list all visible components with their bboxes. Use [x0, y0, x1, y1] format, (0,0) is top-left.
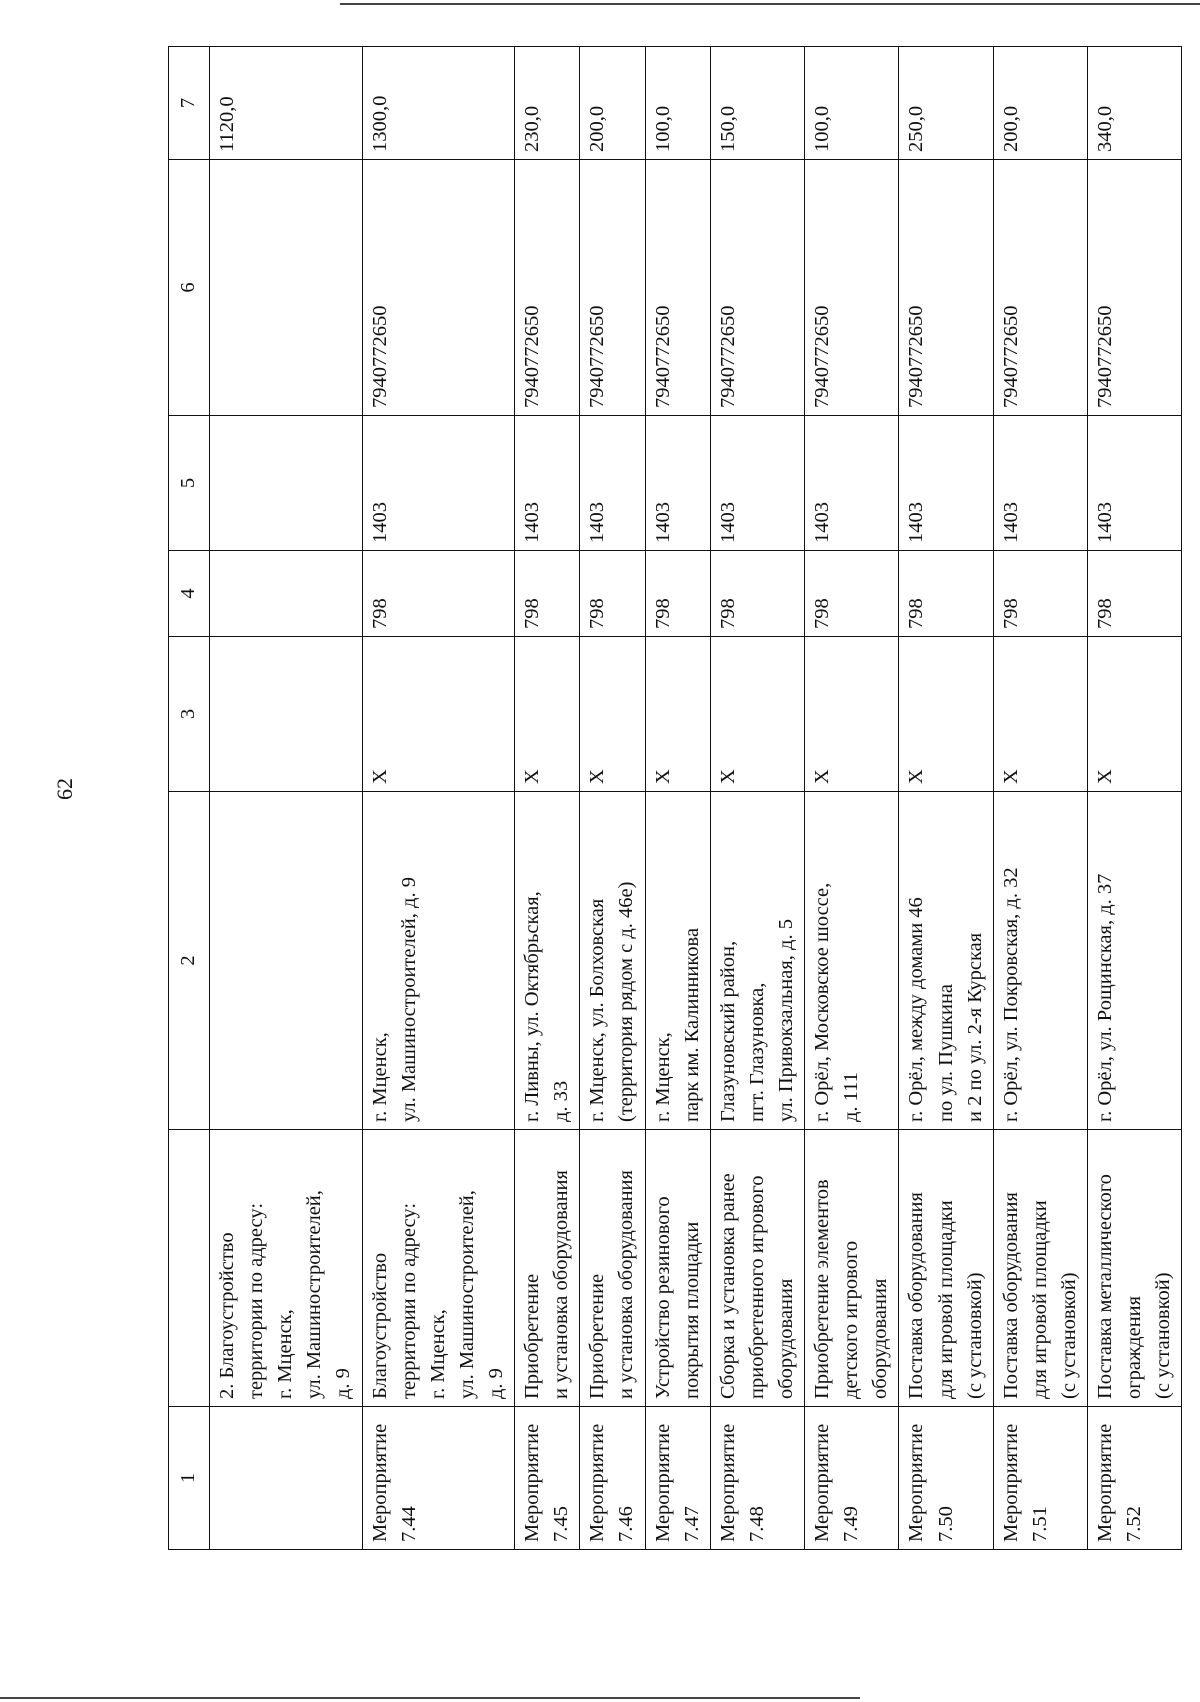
x-mark-cell: Х: [580, 637, 645, 792]
code-6-cell: [210, 160, 363, 416]
code-4-cell: 798: [1088, 551, 1182, 637]
x-mark-cell: Х: [899, 637, 993, 792]
header-col-2: 2: [169, 792, 210, 1130]
table-row: [899, 47, 993, 1550]
code-6-cell: 7940772650: [899, 160, 993, 416]
code-6-cell: 7940772650: [1088, 160, 1182, 416]
table-row: [580, 47, 645, 1550]
code-6-cell: 7940772650: [710, 160, 804, 416]
header-col-7: 7: [169, 47, 210, 160]
address-cell: г. Ливны, ул. Октябрьская, д. 33: [515, 792, 580, 1130]
x-mark-cell: Х: [362, 637, 515, 792]
page-number: 62: [52, 778, 77, 800]
amount-cell: 250,0: [899, 47, 993, 160]
address-cell: г. Мценск, ул. Болховская (территория рядом с д. 46е): [580, 792, 645, 1130]
event-id-cell: Мероприятие 7.45: [515, 1407, 580, 1550]
event-description-cell: Приобретение и установка оборудования: [515, 1130, 580, 1407]
code-4-cell: 798: [993, 551, 1087, 637]
header-col-5: 5: [169, 416, 210, 551]
code-6-cell: 7940772650: [515, 160, 580, 416]
code-6-cell: 7940772650: [805, 160, 899, 416]
address-cell: г. Мценск, парк им. Калинникова: [645, 792, 710, 1130]
table-row: [515, 47, 580, 1550]
code-5-cell: 1403: [580, 416, 645, 551]
x-mark-cell: Х: [993, 637, 1087, 792]
code-6-cell: 7940772650: [993, 160, 1087, 416]
event-id-cell: Мероприятие 7.51: [993, 1407, 1087, 1550]
amount-cell: 100,0: [645, 47, 710, 160]
event-description-cell: Приобретение и установка оборудования: [580, 1130, 645, 1407]
code-4-cell: 798: [805, 551, 899, 637]
code-5-cell: 1403: [1088, 416, 1182, 551]
code-6-cell: 7940772650: [362, 160, 515, 416]
event-description-cell: Сборка и установка ранее приобретенного игрового оборудования: [710, 1130, 804, 1407]
address-cell: г. Орёл, ул. Покровская, д. 32: [993, 792, 1087, 1130]
table-row: [710, 47, 804, 1550]
code-4-cell: 798: [899, 551, 993, 637]
amount-cell: 200,0: [580, 47, 645, 160]
table-row: [805, 47, 899, 1550]
amount-cell: 1120,0: [210, 47, 363, 160]
code-5-cell: 1403: [710, 416, 804, 551]
table-row: [645, 47, 710, 1550]
x-mark-cell: Х: [645, 637, 710, 792]
event-id-cell: Мероприятие 7.46: [580, 1407, 645, 1550]
code-6-cell: 7940772650: [580, 160, 645, 416]
x-mark-cell: [210, 637, 363, 792]
code-6-cell: 7940772650: [645, 160, 710, 416]
table-body: [210, 47, 1182, 1550]
event-description-cell: Устройство резинового покрытия площадки: [645, 1130, 710, 1407]
address-cell: Глазуновский район, пгт. Глазуновка, ул. Привокзальная, д. 5: [710, 792, 804, 1130]
event-description-cell: 2. Благоустройство территории по адресу: г. Мценск, ул. Машиностроителей, д. 9: [210, 1130, 363, 1407]
code-4-cell: 798: [362, 551, 515, 637]
event-id-cell: Мероприятие 7.50: [899, 1407, 993, 1550]
address-cell: г. Орёл, между домами 46 по ул. Пушкина и 2 по ул. 2-я Курская: [899, 792, 993, 1130]
x-mark-cell: Х: [710, 637, 804, 792]
event-id-cell: Мероприятие 7.47: [645, 1407, 710, 1550]
code-4-cell: 798: [580, 551, 645, 637]
budget-table: [168, 46, 1182, 1550]
code-5-cell: 1403: [362, 416, 515, 551]
event-description-cell: Поставка оборудования для игровой площадки (с установкой): [899, 1130, 993, 1407]
code-4-cell: 798: [515, 551, 580, 637]
table-header-row: [169, 47, 210, 1550]
code-5-cell: 1403: [805, 416, 899, 551]
header-col-4: 4: [169, 551, 210, 637]
x-mark-cell: Х: [805, 637, 899, 792]
address-cell: г. Орёл, ул. Рощинская, д. 37: [1088, 792, 1182, 1130]
amount-cell: 230,0: [515, 47, 580, 160]
address-cell: г. Орёл, Московское шоссе, д. 111: [805, 792, 899, 1130]
address-cell: г. Мценск, ул. Машиностроителей, д. 9: [362, 792, 515, 1130]
header-col-3: 3: [169, 637, 210, 792]
amount-cell: 340,0: [1088, 47, 1182, 160]
amount-cell: 200,0: [993, 47, 1087, 160]
table-row: [1088, 47, 1182, 1550]
event-id-cell: Мероприятие 7.52: [1088, 1407, 1182, 1550]
rotated-table-container: [168, 47, 1175, 1550]
event-description-cell: Поставка оборудования для игровой площадки (с установкой): [993, 1130, 1087, 1407]
scan-edge-line-top: [340, 3, 1200, 5]
address-cell: [210, 792, 363, 1130]
event-id-cell: Мероприятие 7.49: [805, 1407, 899, 1550]
code-4-cell: [210, 551, 363, 637]
header-col-1: 1: [169, 1407, 210, 1550]
event-description-cell: Приобретение элементов детского игрового оборудования: [805, 1130, 899, 1407]
scan-edge-line-bottom: [0, 1697, 860, 1699]
event-id-cell: [210, 1407, 363, 1550]
x-mark-cell: Х: [1088, 637, 1182, 792]
event-description-cell: Благоустройство территории по адресу: г. Мценск, ул. Машиностроителей, д. 9: [362, 1130, 515, 1407]
table-row: [210, 47, 363, 1550]
code-4-cell: 798: [645, 551, 710, 637]
code-4-cell: 798: [710, 551, 804, 637]
code-5-cell: [210, 416, 363, 551]
code-5-cell: 1403: [899, 416, 993, 551]
x-mark-cell: Х: [515, 637, 580, 792]
event-id-cell: Мероприятие 7.48: [710, 1407, 804, 1550]
code-5-cell: 1403: [515, 416, 580, 551]
code-5-cell: 1403: [645, 416, 710, 551]
table-row: [362, 47, 515, 1550]
event-description-cell: Поставка металлического ограждения (с установкой): [1088, 1130, 1182, 1407]
header-col-1b: [169, 1130, 210, 1407]
amount-cell: 150,0: [710, 47, 804, 160]
table-row: [993, 47, 1087, 1550]
header-col-6: 6: [169, 160, 210, 416]
amount-cell: 1300,0: [362, 47, 515, 160]
amount-cell: 100,0: [805, 47, 899, 160]
code-5-cell: 1403: [993, 416, 1087, 551]
event-id-cell: Мероприятие 7.44: [362, 1407, 515, 1550]
